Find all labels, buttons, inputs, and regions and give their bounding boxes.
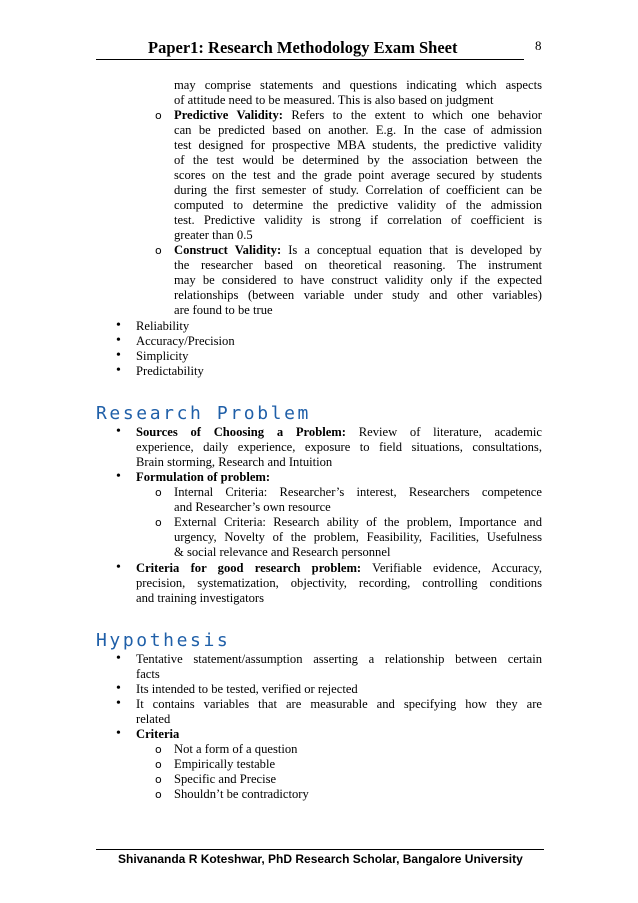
definition-text: Review of literature, academic xyxy=(358,425,543,439)
paragraph-line: greater than 0.5 xyxy=(174,228,253,242)
paragraph-line: of the test would be determined by the association between the xyxy=(174,153,542,167)
paragraph-line: can be predicted based on another. E.g. In the case of admission xyxy=(174,123,542,137)
circle-bullet-icon: o xyxy=(155,516,162,529)
list-item: Not a form of a question xyxy=(174,742,298,756)
paragraph-line: facts xyxy=(136,667,160,681)
circle-bullet-icon: o xyxy=(155,773,162,786)
predictive-validity-line xyxy=(174,108,542,123)
circle-bullet-icon: o xyxy=(155,244,162,257)
list-item: Empirically testable xyxy=(174,757,276,771)
footer-rule xyxy=(96,849,544,850)
circle-bullet-icon: o xyxy=(155,788,162,801)
term-label: Sources of Choosing a Problem: xyxy=(136,425,346,439)
bullet-icon: • xyxy=(116,348,121,363)
definition-text: Verifiable evidence, Accuracy, xyxy=(372,561,542,575)
term-label: Criteria for good research problem: xyxy=(136,561,362,575)
paragraph-line: precision, systematization, objectivity, recording, controlling conditions xyxy=(136,576,542,590)
paragraph-line: urgency, Novelty of the problem, Feasibility, Facilities, Usefulness xyxy=(174,530,542,544)
paragraph-line: relationships (between variable under study and other variables) xyxy=(174,288,542,302)
paragraph-line: may be considered to have construct validity only if the expected xyxy=(174,273,542,287)
paragraph-line: External Criteria: Research ability of the problem, Importance and xyxy=(174,515,542,529)
paragraph-line: & social relevance and Research personnel xyxy=(174,545,391,559)
paragraph-line: the researcher based on theoretical reasoning. The instrument xyxy=(174,258,542,272)
bullet-icon: • xyxy=(116,726,121,741)
list-item: Specific and Precise xyxy=(174,772,277,786)
paragraph-line: test designed for prospective MBA students, the predictive validity xyxy=(174,138,542,152)
paragraph-line: and Researcher’s own resource xyxy=(174,500,331,514)
circle-bullet-icon: o xyxy=(155,109,162,122)
paragraph-line: are found to be true xyxy=(174,303,273,317)
list-item: Shouldn’t be contradictory xyxy=(174,787,309,801)
list-item: Predictability xyxy=(136,364,204,378)
page-number: 8 xyxy=(535,38,542,53)
section-heading-research-problem: Research Problem xyxy=(96,403,311,424)
definition-text: Refers to the extent to which one behavior xyxy=(291,108,542,122)
formulation-label: Formulation of problem: xyxy=(136,470,271,484)
paragraph-line: Tentative statement/assumption asserting a relationship between certain xyxy=(136,652,542,666)
paragraph-line: during the first semester of study. Correlation of coefficient can be xyxy=(174,183,542,197)
list-item: Its intended to be tested, verified or rejected xyxy=(136,682,358,696)
term-label: Construct Validity: xyxy=(174,243,282,257)
bullet-icon: • xyxy=(116,469,121,484)
paragraph-line: may comprise statements and questions indicating which aspects xyxy=(174,78,542,92)
sources-line xyxy=(136,425,542,440)
circle-bullet-icon: o xyxy=(155,743,162,756)
paragraph-line: computed to determine the predictive validity of the admission xyxy=(174,198,542,212)
paragraph-line: related xyxy=(136,712,171,726)
page-title: Paper1: Research Methodology Exam Sheet xyxy=(148,38,458,57)
circle-bullet-icon: o xyxy=(155,758,162,771)
paragraph-line: It contains variables that are measurable and specifying how they are xyxy=(136,697,542,711)
construct-validity-line xyxy=(174,243,542,258)
header-rule xyxy=(96,59,524,60)
bullet-icon: • xyxy=(116,424,121,439)
paragraph-line: and training investigators xyxy=(136,591,265,605)
criteria-line xyxy=(136,561,542,576)
bullet-icon: • xyxy=(116,696,121,711)
list-item: Accuracy/Precision xyxy=(136,334,235,348)
paragraph-line: experience, daily experience, exposure to field situations, consultations, xyxy=(136,440,542,454)
paragraph-line: of attitude need to be measured. This is also based on judgment xyxy=(174,93,494,107)
bullet-icon: • xyxy=(116,651,121,666)
bullet-icon: • xyxy=(116,363,121,378)
paragraph-line: scores on the test and the grade point average secured by students xyxy=(174,168,542,182)
paragraph-line: test. Predictive validity is strong if correlation of coefficient is xyxy=(174,213,542,227)
bullet-icon: • xyxy=(116,681,121,696)
paragraph-line: Brain storming, Research and Intuition xyxy=(136,455,333,469)
term-label: Predictive Validity: xyxy=(174,108,283,122)
definition-text: Is a conceptual equation that is developed by xyxy=(288,243,542,257)
bullet-icon: • xyxy=(116,333,121,348)
criteria-label: Criteria xyxy=(136,727,180,741)
section-heading-hypothesis: Hypothesis xyxy=(96,630,231,651)
bullet-icon: • xyxy=(116,318,121,333)
page-footer: Shivananda R Koteshwar, PhD Research Scholar, Bangalore University xyxy=(118,852,523,866)
paragraph-line: Internal Criteria: Researcher’s interest, Researchers competence xyxy=(174,485,542,499)
bullet-icon: • xyxy=(116,560,121,575)
list-item: Simplicity xyxy=(136,349,189,363)
list-item: Reliability xyxy=(136,319,190,333)
circle-bullet-icon: o xyxy=(155,486,162,499)
